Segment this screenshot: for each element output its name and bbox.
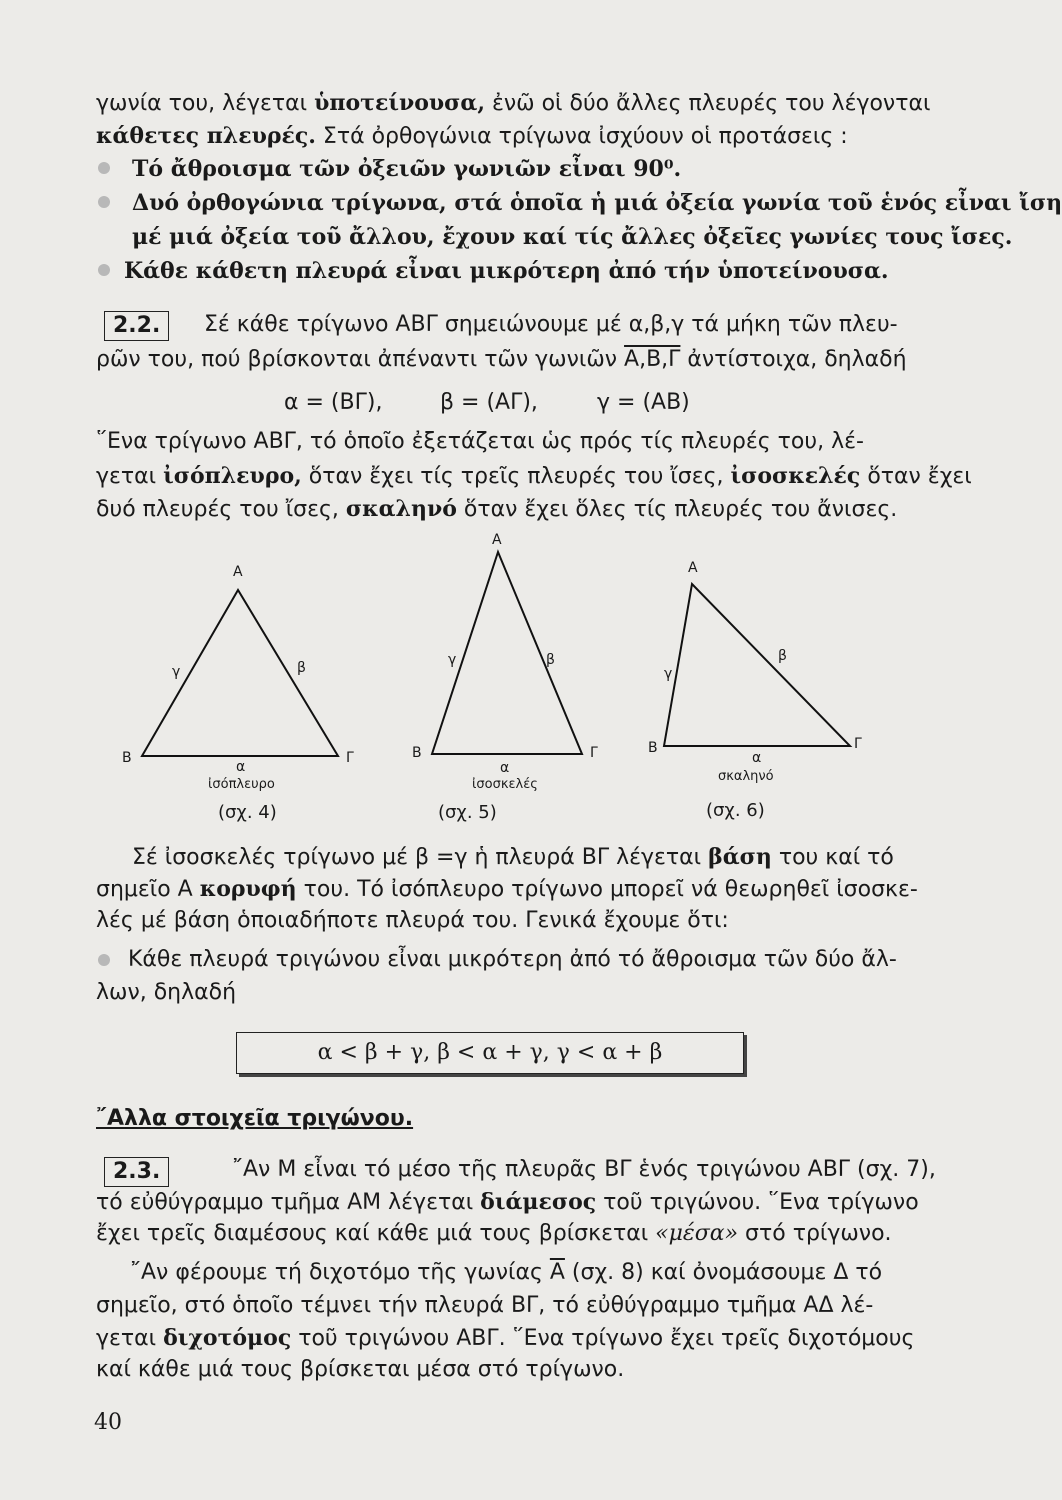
- text: στό τρίγωνο.: [738, 1221, 892, 1246]
- text-line: λές μέ βάση ὁποιαδήποτε πλευρά του. Γενικά ἔχουμε ὅτι:: [96, 908, 729, 933]
- bullet-icon: [98, 954, 110, 966]
- side-a-label: α: [236, 759, 246, 775]
- term-scalene: σκαληνό: [345, 496, 457, 522]
- vertex-c-label: Γ: [854, 736, 862, 752]
- figure-label: ἰσόπλευρο: [208, 777, 275, 792]
- triangle-figures: [0, 530, 948, 830]
- text-line: λων, δηλαδή: [96, 980, 237, 1005]
- text: γωνία του, λέγεται: [96, 91, 315, 116]
- figure-caption: (σχ. 4): [218, 802, 277, 823]
- text: Σέ ἰσοσκελές τρίγωνο μέ β =γ ἡ πλευρά ΒΓ λέγεται: [132, 845, 709, 870]
- text-line: [96, 1323, 914, 1354]
- angle-a: $\overline{A}$: [549, 1260, 565, 1285]
- text: ὅταν ἔχει: [860, 464, 972, 489]
- term-inside: «μέσα»: [655, 1221, 739, 1246]
- term-median: διάμεσος: [480, 1189, 597, 1215]
- triangle-inequality-box: α < β + γ, β < α + γ, γ < α + β: [236, 1032, 744, 1074]
- equation-c: γ = (ΑΒ): [597, 390, 690, 415]
- text: ἀντίστοιχα, δηλαδή: [680, 347, 907, 372]
- text-line: σημεῖο, στό ὁποῖο τέμνει τήν πλευρά ΒΓ, τό εὐθύγραμμο τμῆμα ΑΔ λέ-: [96, 1293, 874, 1318]
- text: ῎Αν φέρουμε τή διχοτόμο τῆς γωνίας: [130, 1260, 550, 1285]
- section-number-2-2: 2.2.: [104, 311, 169, 341]
- text-line: [96, 874, 918, 905]
- proposition-1: Τό ἄθροισμα τῶν ὀξειῶν γωνιῶν εἶναι 90⁰.: [132, 156, 682, 182]
- text-line: [96, 345, 907, 375]
- section-heading: ῎Αλλα στοιχεῖα τριγώνου.: [96, 1106, 414, 1131]
- proposition-3: Κάθε κάθετη πλευρά εἶναι μικρότερη ἀπό τήν ὑποτείνουσα.: [124, 258, 889, 284]
- text-line: ῎Αν Μ εἶναι τό μέσο τῆς πλευρᾶς ΒΓ ἑνός τριγώνου ΑΒΓ (σχ. 7),: [232, 1157, 936, 1182]
- figure-caption: (σχ. 5): [438, 802, 497, 823]
- figure-equilateral: [122, 564, 354, 823]
- term-hypotenuse: ὑποτείνουσα,: [314, 90, 485, 116]
- text-line: [132, 842, 894, 873]
- side-b-label: β: [546, 652, 555, 668]
- term-equilateral: ἰσόπλευρο,: [163, 463, 302, 489]
- section-number-2-3: 2.3.: [104, 1157, 169, 1187]
- vertex-b-label: Β: [412, 745, 422, 761]
- side-c-label: γ: [448, 652, 457, 668]
- text-line: [96, 121, 848, 152]
- figure-label: ἰσοσκελές: [472, 777, 538, 792]
- text: ἐνῶ οἱ δύο ἄλλες πλευρές του λέγονται: [485, 91, 931, 116]
- text: ὅταν ἔχει τίς τρεῖς πλευρές του ἴσες,: [301, 464, 731, 489]
- text: τοῦ τριγώνου. ῞Ενα τρίγωνο: [596, 1190, 919, 1215]
- text: του. Τό ἰσόπλευρο τρίγωνο μπορεῖ νά θεωρηθεῖ ἰσοσκε-: [296, 877, 918, 902]
- term-vertex: κορυφή: [199, 876, 297, 902]
- term-legs: κάθετες πλευρές.: [96, 123, 316, 149]
- angles-abc: Α,Β,Γ: [624, 347, 681, 372]
- equation-a: α = (ΒΓ),: [284, 390, 383, 415]
- side-b-label: β: [778, 648, 787, 664]
- term-isosceles: ἰσοσκελές: [730, 463, 861, 489]
- figure-label: σκαληνό: [718, 769, 774, 784]
- figure-scalene: [648, 560, 862, 821]
- text-line: [96, 1219, 892, 1249]
- figure-caption: (σχ. 6): [706, 800, 765, 821]
- vertex-a-label: Α: [492, 532, 502, 548]
- vertex-b-label: Β: [122, 750, 132, 766]
- text-line: [96, 494, 897, 525]
- side-a-label: α: [500, 760, 510, 776]
- text-line: [130, 1258, 882, 1288]
- text: τό εὐθύγραμμο τμῆμα ΑΜ λέγεται: [96, 1190, 481, 1215]
- proposition-2: Δυό ὀρθογώνια τρίγωνα, στά ὁποῖα ἡ μιά ὀξεία γωνία τοῦ ἑνός εἶναι ἴση: [132, 190, 1062, 216]
- vertex-c-label: Γ: [346, 750, 354, 766]
- vertex-c-label: Γ: [590, 745, 598, 761]
- text: γεται: [96, 1326, 164, 1351]
- equation-b: β = (ΑΓ),: [440, 390, 538, 415]
- text: ρῶν του, πού βρίσκονται ἀπέναντι τῶν γωνιῶν: [96, 347, 625, 372]
- vertex-a-label: Α: [688, 560, 698, 576]
- text-line: Κάθε πλευρά τριγώνου εἶναι μικρότερη ἀπό τό ἄθροισμα τῶν δύο ἄλ-: [128, 947, 897, 972]
- text: τοῦ τριγώνου ΑΒΓ. ῞Ενα τρίγωνο ἔχει τρεῖς διχοτόμους: [291, 1326, 915, 1351]
- text-line: [96, 461, 972, 492]
- text: δυό πλευρές του ἴσες,: [96, 497, 346, 522]
- text: ἔχει τρεῖς διαμέσους καί κάθε μιά τους βρίσκεται: [96, 1221, 656, 1246]
- proposition-2-cont: μέ μιά ὀξεία τοῦ ἄλλου, ἔχουν καί τίς ἄλλες ὀξεῖες γωνίες τους ἴσες.: [132, 224, 1013, 250]
- bullet-icon: [98, 264, 110, 276]
- side-b-label: β: [297, 660, 306, 676]
- vertex-b-label: Β: [648, 740, 658, 756]
- text-line: ῞Ενα τρίγωνο ΑΒΓ, τό ὁποῖο ἐξετάζεται ὡς πρός τίς πλευρές του, λέ-: [96, 429, 864, 454]
- bullet-icon: [98, 162, 110, 174]
- text: σημεῖο Α: [96, 877, 200, 902]
- text-line: [96, 88, 930, 119]
- side-a-label: α: [752, 750, 762, 766]
- page-number: 40: [94, 1410, 122, 1435]
- scalene-triangle: [664, 584, 850, 746]
- bullet-icon: [98, 196, 110, 208]
- side-c-label: γ: [172, 664, 181, 680]
- text: του καί τό: [771, 845, 894, 870]
- text: γεται: [96, 464, 164, 489]
- text-line: καί κάθε μιά τους βρίσκεται μέσα στό τρίγωνο.: [96, 1357, 625, 1382]
- vertex-a-label: A: [233, 564, 243, 580]
- text: ὅταν ἔχει ὅλες τίς πλευρές του ἄνισες.: [456, 497, 898, 522]
- side-c-label: γ: [664, 666, 673, 682]
- text: (σχ. 8) καί ὀνομάσουμε Δ τό: [564, 1260, 883, 1285]
- text-line: [96, 1187, 919, 1218]
- text-line: Σέ κάθε τρίγωνο ΑΒΓ σημειώνουμε μέ α,β,γ τά μήκη τῶν πλευ-: [204, 312, 898, 337]
- term-base: βάση: [708, 844, 772, 870]
- text: Στά ὀρθογώνια τρίγωνα ἰσχύουν οἱ προτάσεις :: [315, 124, 848, 149]
- figure-isosceles: [412, 532, 598, 823]
- term-bisector: διχοτόμος: [163, 1325, 292, 1351]
